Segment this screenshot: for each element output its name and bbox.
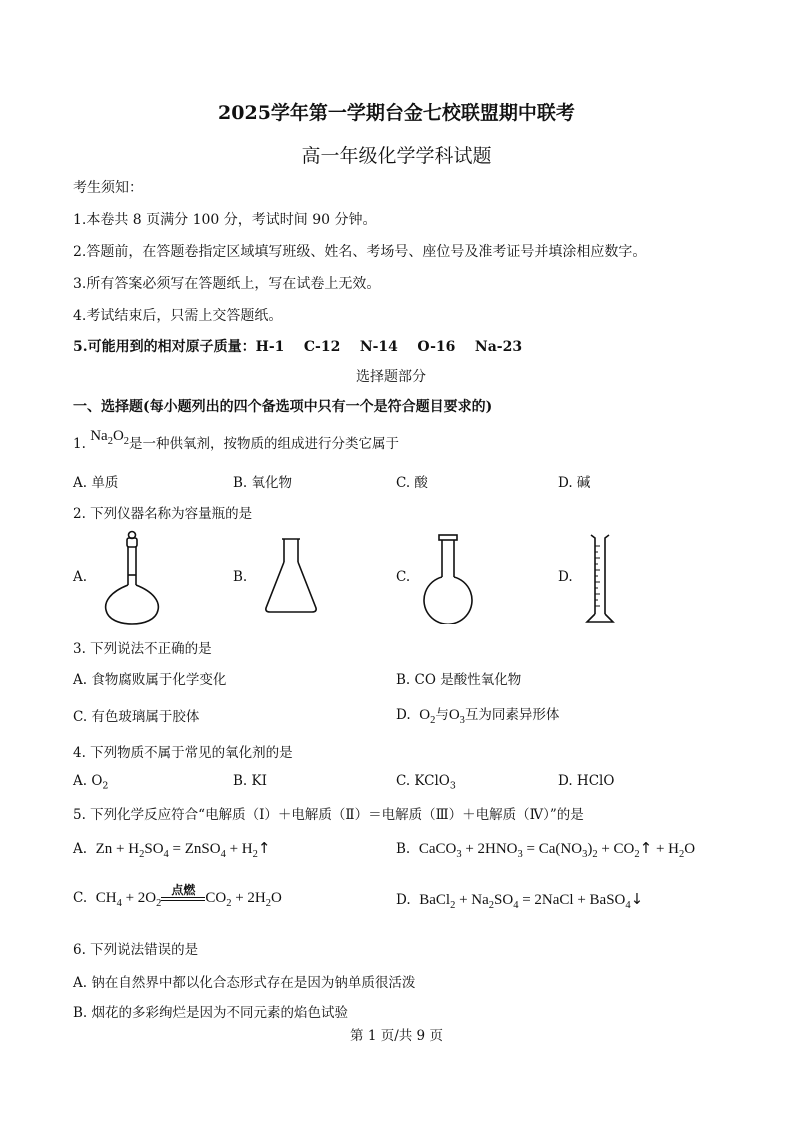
question-5-option-b: B. CaCO$_3$ + $2HNO_3 = Ca(NO_3)_2$ + $CO_2↑ + H_2O$: [396, 839, 696, 860]
notice-item-1: 1.本卷共 8 页满分 100 分，考试时间 90 分钟。: [73, 212, 377, 228]
question-6-stem: 6. 下列说法错误的是: [73, 942, 199, 958]
volumetric-flask-icon: [100, 530, 164, 626]
notice-heading: 考生须知：: [73, 180, 143, 196]
question-4-stem: 4. 下列物质不属于常见的氧化剂的是: [73, 745, 293, 761]
question-1-stem: 1. $Na_2O_2$是一种供氧剂，按物质的组成进行分类它属于: [73, 428, 400, 452]
notice-item-4: 4.考试结束后，只需上交答题纸。: [73, 308, 283, 324]
question-6-option-a: A. 钠在自然界中都以化合态形式存在是因为钠单质很活泼: [73, 975, 416, 991]
section-heading: 一、选择题(每小题列出的四个备选项中只有一个是符合题目要求的): [73, 399, 493, 415]
question-number: 1.: [73, 436, 86, 452]
exam-title: 2025学年第一学期台金七校联盟期中联考: [218, 102, 575, 124]
round-bottom-flask-icon: [420, 532, 476, 624]
question-3-option-d: D. $O_2$与$O_3$互为同素异形体: [396, 707, 560, 726]
question-4-option-b: B. KI: [233, 773, 267, 789]
question-2-stem: 2. 下列仪器名称为容量瓶的是: [73, 506, 253, 522]
question-5-option-d: D. BaCl$_2$ + $Na_2SO_4$ = 2NaCl + BaSO$_4$↓: [396, 890, 644, 911]
notice-item-5: 5.可能用到的相对原子质量：H-1 C-12 N-14 O-16 Na-23: [73, 339, 523, 355]
question-3-stem: 3. 下列说法不正确的是: [73, 641, 212, 657]
notice-item-3: 3.所有答案必须写在答题纸上，写在试卷上无效。: [73, 276, 381, 292]
question-3-option-a: A. 食物腐败属于化学变化: [73, 672, 227, 688]
formula-na2o2: $Na_2O_2$: [90, 428, 130, 447]
conical-flask-icon: [262, 536, 320, 616]
question-3-option-b: B. CO 是酸性氧化物: [396, 672, 522, 688]
graduated-cylinder-icon: [582, 532, 618, 624]
section-label: 选择题部分: [356, 369, 426, 385]
question-3-option-c: C. 有色玻璃属于胶体: [73, 709, 200, 725]
reaction-condition-ignite: 点燃: [171, 882, 196, 897]
notice-item-2: 2.答题前，在答题卷指定区域填写班级、姓名、考场号、座位号及准考证号并填涂相应数字。: [73, 244, 647, 260]
question-4-option-a: A. $O_2$: [73, 773, 109, 792]
question-5-stem: 5. 下列化学反应符合“电解质（Ⅰ）＋电解质（Ⅱ）＝电解质（Ⅲ）＋电解质（Ⅳ）”的是: [73, 807, 584, 823]
question-5-option-a: A. $Zn + H_2SO_4$ = ZnSO$_4$ + $H_2↑$: [73, 839, 271, 860]
question-6-option-b: B. 烟花的多彩绚烂是因为不同元素的焰色试验: [73, 1005, 349, 1021]
question-2-option-b: B.: [233, 569, 248, 585]
question-1-option-b: B. 氧化物: [233, 475, 293, 491]
exam-subtitle: 高一年级化学学科试题: [301, 145, 492, 167]
question-1-option-a: A. 单质: [73, 475, 119, 491]
question-5-option-c: C. $CH_4 + 2O_2$ 点燃 $CO_2 + 2H_2O$: [73, 882, 282, 909]
question-2-option-a: A.: [73, 569, 88, 585]
question-1-option-c: C. 酸: [396, 475, 428, 491]
question-2-option-d: D.: [558, 569, 573, 585]
question-2-option-c: C.: [396, 569, 411, 585]
question-4-option-d: D. HClO: [558, 773, 615, 789]
question-1-option-d: D. 碱: [558, 475, 591, 491]
page-footer: 第 1 页/共 9 页: [350, 1028, 443, 1044]
question-4-option-c: C. KClO$_3$: [396, 773, 456, 792]
